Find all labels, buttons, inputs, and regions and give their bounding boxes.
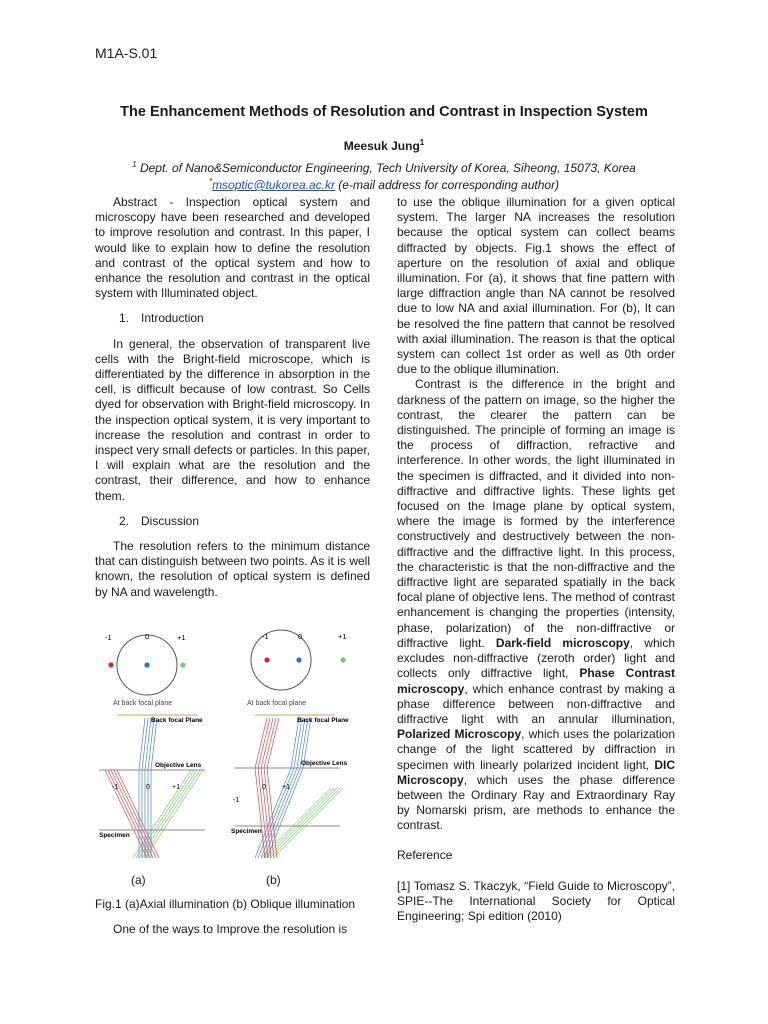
minus-one-order-dot: [264, 657, 269, 662]
zero-order-dot: [144, 662, 149, 667]
discussion-paragraph: The resolution refers to the minimum distance that can distinguish between two points. As it is well known, the resolution of optical system is defined by NA and wavelength.: [95, 539, 370, 599]
order-label-zero: 0: [262, 783, 266, 791]
back-focal-caption: At back focal plane: [113, 699, 173, 707]
term-polarized: Polarized Microscopy: [397, 727, 522, 742]
minus-one-order-ray: [117, 770, 159, 858]
panel-b-back-focal-plane: [247, 630, 347, 707]
contrast-text-start: Contrast is the difference in the bright and darkness of the pattern on image, so the higher the contrast, the clearer the pattern can be distinguished. The principle of forming an image is the process of diffraction, refractive and interference. In other words, the light illuminated in the specimen is diffracted, and it divided into non-diffractive and diffractive lights. These lights get focused on the Image plane by optical system, where the image is formed by the interference constructively and destructively between the non-diffractive and the diffractive light. In this process, the characteristic is that the non-diffractive and the diffractive light are separated spatially in the back focal plane of objective lens. The method of contrast enhancement is changing the properties (intensity, phase, polarization) of the non-diffractive or diffractive light.: [397, 377, 675, 650]
term-phase-contrast: Phase Contrast microscopy: [397, 666, 675, 696]
email-line: [60, 175, 708, 192]
term-dic: DIC Microscopy: [397, 757, 675, 787]
plus-one-order-ray: [273, 788, 343, 858]
back-focal-caption: At back focal plane: [247, 699, 307, 707]
section-number: 2.: [119, 513, 130, 528]
email-note: (e-mail address for corresponding author): [334, 178, 560, 192]
figure-subcaptions: [95, 873, 370, 891]
session-code: M1A-S.01: [95, 45, 158, 61]
section-heading-discussion: [95, 514, 370, 529]
reference-heading: Reference: [397, 847, 453, 862]
oblique-illumination-paragraph: to use the oblique illumination for a given optical system. The larger NA increases the resolution because the optical system can collect beams diffracted by objects. Fig.1 shows the effect of aperture on the resolution of axial and oblique illumination. For (a), it shows that fine pattern with large diffraction angle than NA cannot be resolved due to low NA and axial illumination. For (b), It can be resolved the fine pattern that cannot be resolved with axial illumination. The reason is that the optical system can collect 1st order as well as 0th order due to the oblique illumination.: [397, 195, 675, 377]
author-name: Meesuk Jung: [343, 139, 420, 153]
contrast-text-d: , which uses the phase difference between the Ordinary Ray and Extraordinary Ray by Nomarski prism, are methods to enhance the contrast.: [397, 772, 675, 833]
order-label-zero: 0: [146, 783, 150, 791]
abstract-paragraph: Abstract - Inspection optical system and microscopy have been researched and developed to improve resolution and contrast. In this paper, I would like to explain how to define the resolution and contrast of the optical system and how to enhance the resolution and contrast in the optical system with Illuminated object.: [95, 195, 370, 301]
order-label-minus: -1: [105, 632, 112, 642]
order-label-plus: +1: [282, 783, 290, 791]
plus-one-order-dot: [180, 662, 185, 667]
order-label-plus: +1: [172, 783, 180, 791]
right-column: [397, 195, 675, 924]
plus-one-order-ray: [264, 788, 334, 858]
affiliation-block: [60, 158, 708, 192]
resolution-closing-paragraph: One of the ways to Improve the resolution is: [113, 922, 348, 937]
panel-b-ray-diagram: [231, 715, 349, 858]
affiliation-superscript: 1: [132, 160, 137, 169]
order-label-plus: +1: [177, 632, 186, 642]
email-link[interactable]: msoptic@tukorea.ac.kr: [212, 178, 335, 192]
objective-lens-label: Objective Lens: [155, 761, 202, 769]
plus-one-order-ray: [267, 788, 337, 858]
zero-order-dot: [296, 657, 301, 662]
back-focal-plane-label: Back focal Plane: [297, 716, 349, 724]
panel-a-ray-diagram: [99, 715, 205, 858]
email-asterisk: *: [208, 177, 213, 186]
left-column: [95, 195, 370, 937]
minus-one-order-dot: [108, 662, 113, 667]
plus-one-order-dot: [340, 657, 345, 662]
contrast-paragraph: [397, 377, 675, 833]
panel-a-back-focal-plane: [105, 632, 186, 707]
author-line: [60, 138, 708, 153]
section-title: Discussion: [141, 513, 200, 528]
contrast-text-b: , which enhance contrast by making a phase difference between non-diffractive and diffractive light with an annular illumination,: [397, 681, 675, 726]
reference-item-1: [1] Tomasz S. Tkaczyk, “Field Guide to Microscopy”, SPIE--The International Society for Optical Engineering; Spi edition (2010): [397, 878, 675, 924]
section-heading-introduction: [95, 311, 370, 326]
figure-1: [95, 618, 370, 873]
figure-caption: Fig.1 (a)Axial illumination (b) Oblique illumination: [95, 896, 356, 911]
order-label-minus: -1: [112, 783, 119, 791]
objective-lens-label: Objective Lens: [301, 759, 348, 767]
subcaption-b: (b): [266, 872, 281, 887]
order-label-minus: -1: [262, 631, 269, 641]
order-label-plus: +1: [338, 631, 347, 641]
affiliation-line: [60, 158, 708, 175]
order-label-zero: 0: [145, 631, 150, 641]
section-title: Introduction: [141, 311, 204, 326]
author-superscript: 1: [419, 138, 425, 147]
affiliation-text: Dept. of Nano&Semiconductor Engineering, Tech University of Korea, Siheong, 15073, Korea: [136, 161, 636, 175]
specimen-label: Specimen: [231, 827, 262, 835]
subcaption-a: (a): [131, 872, 146, 887]
plus-one-order-ray: [270, 788, 340, 858]
figure-1-diagram: [95, 618, 370, 873]
paper-title: The Enhancement Methods of Resolution and Contrast in Inspection System: [120, 104, 648, 120]
specimen-label: Specimen: [99, 831, 130, 839]
section-number: 1.: [119, 311, 130, 326]
order-label-zero: 0: [298, 631, 303, 641]
term-dark-field: Dark-field microscopy: [495, 635, 630, 650]
contrast-text-c: , which uses the polarization change of the light scattered by diffraction in specimen with linearly polarized incident light,: [397, 727, 676, 772]
back-focal-plane-label: Back focal Plane: [151, 716, 203, 724]
introduction-paragraph: In general, the observation of transparent live cells with the Bright-field microscope, which is differentiated by the difference in absorption in the cell, is difficult because of low contrast. So Cells dyed for observation with Bright-field microscopy. In the inspection optical system, it is very important to increase the resolution and contrast in order to inspect very small defects or particles. In this paper, I will explain what are the resolution and the contrast, their difference, and how to enhance them.: [95, 336, 370, 503]
order-label-minus: -1: [233, 796, 240, 804]
contrast-text-a: , which excludes non-diffractive (zeroth order) light and collects only diffractive light,: [397, 635, 675, 681]
